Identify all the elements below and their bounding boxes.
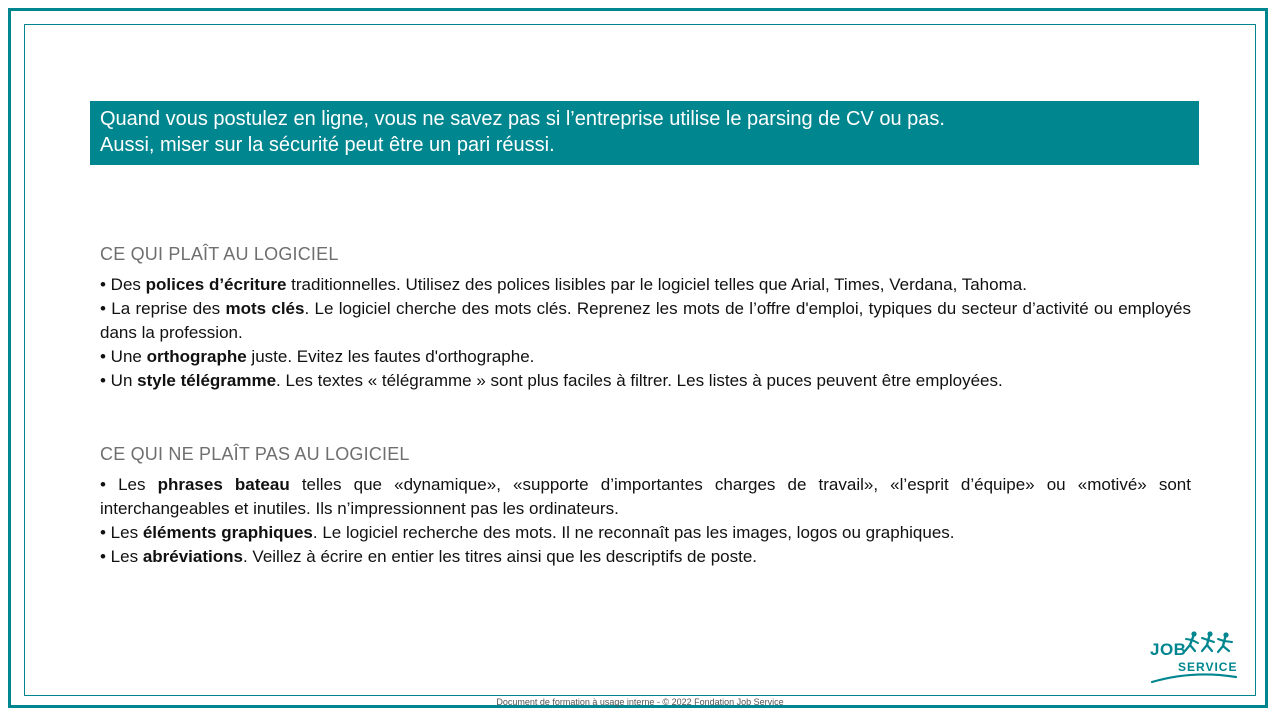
list-item — [100, 369, 1191, 393]
item-keyword: abréviations — [142, 547, 243, 566]
job-service-logo — [1148, 630, 1240, 686]
item-keyword: phrases bateau — [157, 475, 290, 494]
banner-line-2: Aussi, miser sur la sécurité peut être un pari réussi. — [100, 134, 555, 156]
item-prefix: • Un — [100, 371, 138, 390]
item-text: telles que «dynamique», «supporte d’importantes charges de travail», «l’esprit d’équipe» ou «motivé» sont interchangeables et inutiles. Ils n’impressionnent pas les ordinateurs. — [100, 475, 1191, 518]
item-keyword: orthographe — [146, 347, 247, 366]
dislikes-list — [100, 473, 1191, 569]
item-text: traditionnelles. Utilisez des polices lisibles par le logiciel telles que Arial, Times, Verdana, Tahoma. — [286, 275, 1027, 294]
item-text: . Le logiciel cherche des mots clés. Reprenez les mots de l’offre d'emploi, typiques du secteur d’activité ou employés dans la profession. — [100, 299, 1191, 342]
footer-note: Document de formation à usage interne - © 2022 Fondation Job Service — [496, 697, 784, 707]
item-text: juste. Evitez les fautes d'orthographe. — [246, 347, 535, 366]
item-prefix: • Une — [100, 347, 147, 366]
item-prefix: • Les — [100, 547, 143, 566]
item-text: . Le logiciel recherche des mots. Il ne reconnaît pas les images, logos ou graphiques. — [312, 523, 955, 542]
dislikes-section — [100, 443, 1191, 569]
list-item — [100, 473, 1191, 521]
logo-word-job: JOB — [1150, 640, 1187, 659]
item-prefix: • La reprise des — [100, 299, 226, 318]
item-prefix: • Les — [100, 475, 158, 494]
list-item — [100, 545, 1191, 569]
dislikes-heading: CE QUI NE PLAÎT PAS AU LOGICIEL — [100, 444, 410, 464]
likes-heading: CE QUI PLAÎT AU LOGICIEL — [100, 244, 339, 264]
list-item — [100, 273, 1191, 297]
likes-section — [100, 243, 1191, 393]
list-item — [100, 521, 1191, 545]
list-item — [100, 297, 1191, 345]
item-keyword: style télégramme — [137, 371, 277, 390]
item-prefix: • Des — [100, 275, 146, 294]
list-item — [100, 345, 1191, 369]
item-text: . Les textes « télégramme » sont plus faciles à filtrer. Les listes à puces peuvent être employées. — [276, 371, 1003, 390]
logo-word-service: SERVICE — [1178, 660, 1238, 674]
item-keyword: éléments graphiques — [142, 523, 313, 542]
item-keyword: polices d’écriture — [145, 275, 287, 294]
item-text: . Veillez à écrire en entier les titres ainsi que les descriptifs de poste. — [242, 547, 758, 566]
item-keyword: mots clés — [225, 299, 305, 318]
intro-banner — [90, 101, 1199, 165]
likes-list — [100, 273, 1191, 393]
banner-line-1: Quand vous postulez en ligne, vous ne savez pas si l’entreprise utilise le parsing de CV ou pas. — [100, 108, 945, 130]
item-prefix: • Les — [100, 523, 143, 542]
